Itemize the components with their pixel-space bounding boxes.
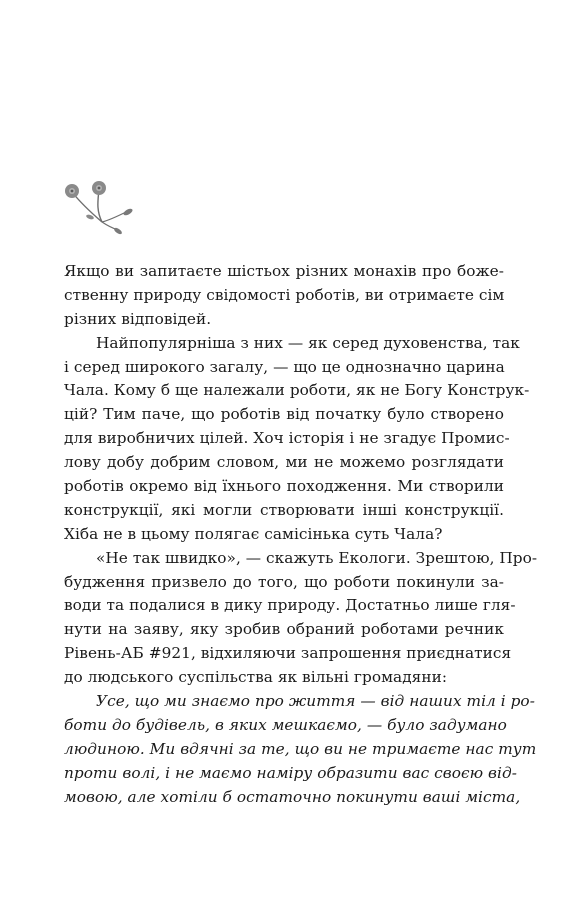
dandelion-flowers-icon	[58, 176, 138, 240]
text-line: різних відповідей.	[64, 309, 212, 328]
text-line: мовою, але хотіли б остаточно покинути ваші міста,	[64, 787, 521, 806]
paragraph	[64, 260, 504, 332]
text-line: Якщо ви запитаєте шістьох різних монахів про боже-	[64, 262, 504, 280]
text-line: боти до будівель, в яких мешкаємо, — було задумано	[64, 715, 507, 734]
text-line: будження призвело до того, що роботи покинули за-	[64, 572, 504, 591]
text-line: роботів окремо від їхнього походження. Ми створили	[64, 477, 504, 496]
text-line: Найпопулярніша з них — як серед духовенства, так	[96, 333, 520, 352]
text-line: цій? Тим паче, що роботів від початку було створено	[64, 405, 504, 424]
text-line: Хіба не в цьому полягає самісінька суть Чала?	[64, 524, 443, 543]
text-line: конструкції, які могли створювати інші конструкції.	[64, 500, 504, 519]
text-line: ственну природу свідомості роботів, ви отримаєте сім	[64, 285, 505, 304]
paragraph	[64, 547, 538, 690]
paragraph	[64, 332, 530, 547]
text-line: Усе, що ми знаємо про життя — від наших тіл і ро-	[96, 692, 535, 711]
text-line: лову добу добрим словом, ми не можемо розглядати	[64, 453, 504, 472]
text-line: «Не так швидко», — скажуть Екологи. Зрештою, Про-	[96, 548, 538, 567]
paragraph	[64, 690, 537, 809]
text-line: людиною. Ми вдячні за те, що ви не тримаєте нас тут	[64, 739, 537, 758]
text-line: води та подалися в дику природу. Достатньо лише гля-	[64, 596, 516, 615]
text-line: Чала. Кому б ще належали роботи, як не Богу Конструк-	[64, 381, 530, 400]
page-body-text	[64, 260, 538, 809]
text-line: проти волі, і не маємо наміру образити вас своєю від-	[64, 763, 517, 782]
text-line: до людського суспільства як вільні громадяни:	[64, 668, 448, 687]
text-line: Рівень-АБ #921, відхиляючи запрошення приєднатися	[64, 644, 512, 663]
text-line: і серед широкого загалу, — що це однозначно царина	[64, 357, 505, 376]
text-line: для виробничих цілей. Хоч історія і не згадує Промис-	[64, 429, 510, 448]
text-line: нути на заяву, яку зробив обраний роботами речник	[64, 620, 504, 639]
